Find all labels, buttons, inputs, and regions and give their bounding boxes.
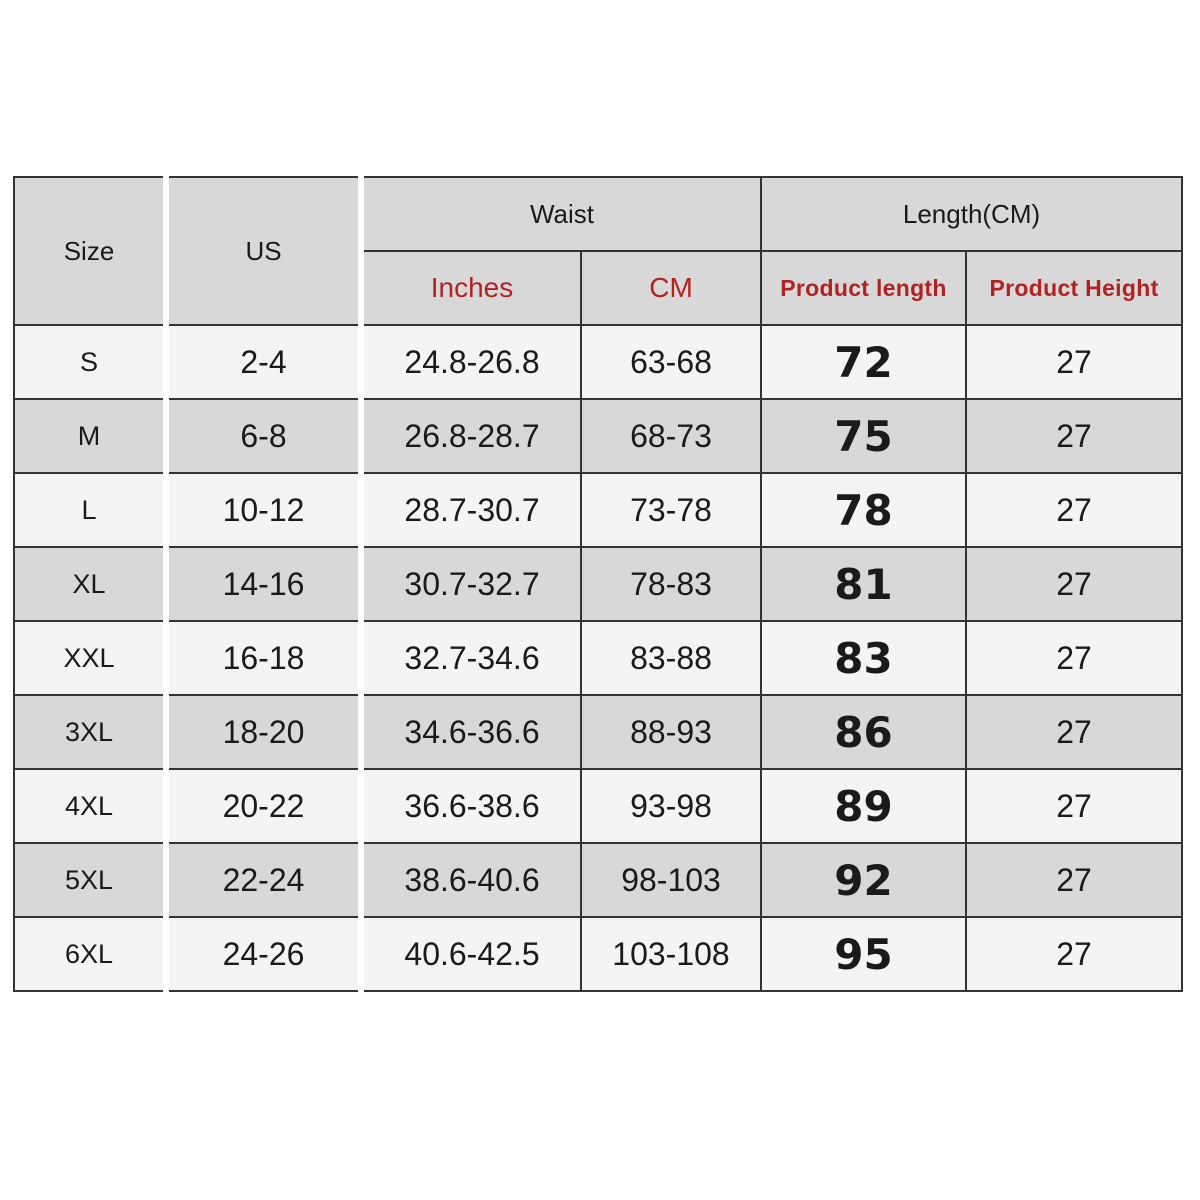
cell-us: 14-16 [166,547,361,621]
cell-us: 20-22 [166,769,361,843]
cell-waist-inches: 32.7-34.6 [361,621,581,695]
header-us: US [166,177,361,325]
cell-size: 6XL [14,917,166,991]
header-row-top [14,177,1182,251]
cell-us: 2-4 [166,325,361,399]
cell-product-length: 78 [761,473,966,547]
cell-waist-inches: 40.6-42.5 [361,917,581,991]
cell-product-length: 89 [761,769,966,843]
cell-us: 10-12 [166,473,361,547]
cell-waist-cm: 83-88 [581,621,761,695]
cell-waist-cm: 73-78 [581,473,761,547]
cell-waist-inches: 36.6-38.6 [361,769,581,843]
cell-product-height: 27 [966,547,1182,621]
cell-waist-inches: 26.8-28.7 [361,399,581,473]
cell-product-height: 27 [966,473,1182,547]
cell-waist-cm: 63-68 [581,325,761,399]
header-product-length: Product length [761,251,966,325]
cell-waist-cm: 93-98 [581,769,761,843]
cell-product-length: 95 [761,917,966,991]
cell-us: 6-8 [166,399,361,473]
table-row [14,621,1182,695]
cell-product-length: 86 [761,695,966,769]
cell-product-length: 92 [761,843,966,917]
table-row [14,399,1182,473]
cell-waist-cm: 98-103 [581,843,761,917]
cell-waist-inches: 34.6-36.6 [361,695,581,769]
cell-us: 16-18 [166,621,361,695]
cell-product-length: 75 [761,399,966,473]
table-row [14,547,1182,621]
cell-waist-inches: 30.7-32.7 [361,547,581,621]
cell-product-height: 27 [966,399,1182,473]
cell-size: XXL [14,621,166,695]
table-row [14,843,1182,917]
cell-size: S [14,325,166,399]
header-length: Length(CM) [761,177,1182,251]
cell-product-height: 27 [966,695,1182,769]
header-inches: Inches [361,251,581,325]
cell-waist-cm: 68-73 [581,399,761,473]
cell-product-height: 27 [966,917,1182,991]
table-row [14,695,1182,769]
cell-product-length: 72 [761,325,966,399]
table-row [14,769,1182,843]
cell-product-height: 27 [966,621,1182,695]
cell-size: M [14,399,166,473]
cell-waist-cm: 103-108 [581,917,761,991]
cell-size: 5XL [14,843,166,917]
cell-waist-inches: 24.8-26.8 [361,325,581,399]
header-cm: CM [581,251,761,325]
header-product-height: Product Height [966,251,1182,325]
cell-waist-inches: 38.6-40.6 [361,843,581,917]
cell-waist-inches: 28.7-30.7 [361,473,581,547]
cell-size: 4XL [14,769,166,843]
table-row [14,917,1182,991]
cell-size: L [14,473,166,547]
cell-us: 18-20 [166,695,361,769]
cell-product-length: 81 [761,547,966,621]
cell-waist-cm: 78-83 [581,547,761,621]
cell-product-height: 27 [966,843,1182,917]
cell-size: XL [14,547,166,621]
cell-product-height: 27 [966,325,1182,399]
header-size: Size [14,177,166,325]
cell-product-height: 27 [966,769,1182,843]
cell-size: 3XL [14,695,166,769]
table-row [14,325,1182,399]
table-row [14,473,1182,547]
size-chart-table [13,176,1183,992]
cell-us: 22-24 [166,843,361,917]
header-waist: Waist [361,177,761,251]
cell-us: 24-26 [166,917,361,991]
cell-product-length: 83 [761,621,966,695]
cell-waist-cm: 88-93 [581,695,761,769]
